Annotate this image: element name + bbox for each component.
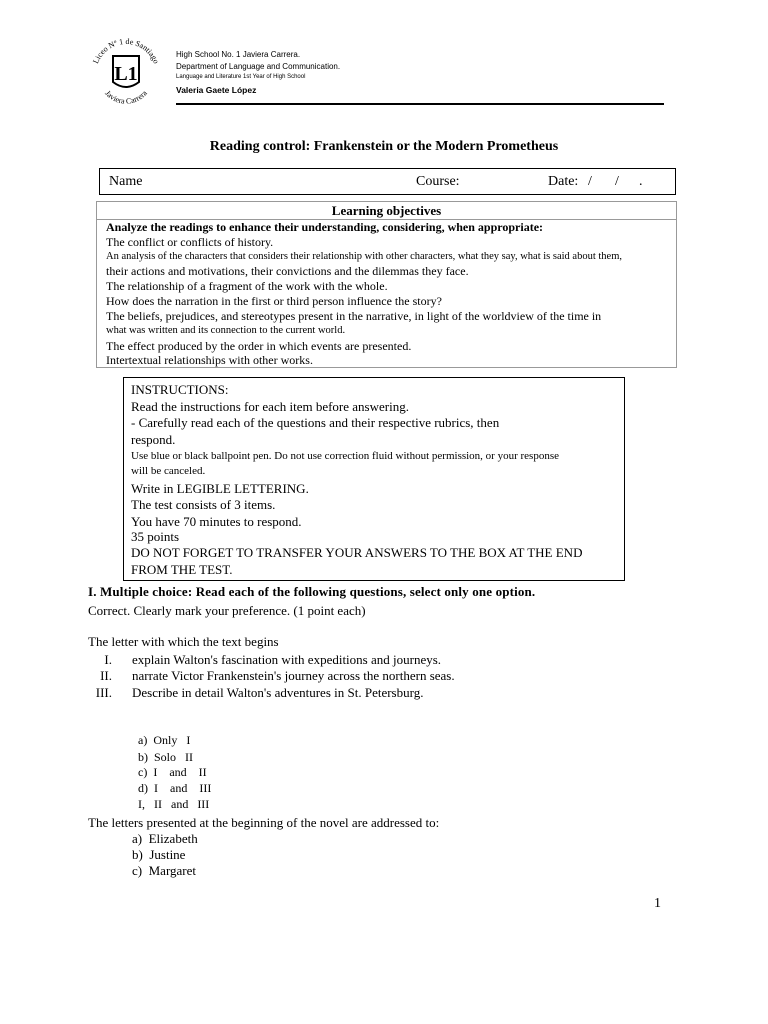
instruction-line: respond. — [131, 432, 176, 447]
objectives-intro: Analyze the readings to enhance their understanding, considering, when appropriate: — [106, 220, 544, 234]
objective-item: The conflict or conflicts of history. — [106, 235, 274, 249]
statement-text: narrate Victor Frankenstein's journey across the northern seas. — [132, 668, 455, 683]
option-a[interactable] — [132, 831, 198, 846]
statement-row — [88, 668, 508, 684]
logo-arc-bottom-text: Javiera Carrera — [103, 88, 149, 106]
statement-row — [88, 652, 488, 668]
date-end: . — [639, 174, 643, 189]
instructions-box — [123, 377, 625, 581]
option-text: Justine — [149, 847, 186, 862]
instruction-line: Use blue or black ballpoint pen. Do not use correction fluid without permission, or your response — [131, 450, 559, 462]
statement-number: II. — [100, 668, 112, 683]
header-course: Language and Literature 1st Year of High School — [176, 74, 306, 80]
school-logo — [86, 32, 166, 112]
logo-arc-top-text: Liceo Nº 1 de Santiago — [91, 36, 161, 65]
instruction-line: You have 70 minutes to respond. — [131, 514, 302, 529]
option-text: I and III — [154, 781, 212, 795]
course-label: Course: — [416, 174, 460, 189]
header-school-name: High School No. 1 Javiera Carrera. — [176, 50, 301, 59]
option-b[interactable] — [132, 847, 185, 862]
date-separator-1: / — [588, 174, 592, 189]
student-info-box — [99, 168, 676, 195]
header-teacher: Valeria Gaete López — [176, 85, 257, 95]
instruction-line: - Carefully read each of the questions and their respective rubrics, then — [131, 415, 500, 430]
objective-item: An analysis of the characters that considers their relationship with other characters, what they say, what is said about them, — [106, 251, 622, 262]
section-subheading: Correct. Clearly mark your preference. (1 point each) — [88, 603, 366, 618]
learning-objectives-title: Learning objectives — [97, 202, 676, 220]
instruction-line: The test consists of 3 items. — [131, 497, 276, 512]
option-letter: b) — [132, 847, 143, 862]
objective-item: Intertextual relationships with other works. — [106, 353, 313, 367]
instruction-line: 35 points — [131, 529, 180, 544]
instruction-line: FROM THE TEST. — [131, 562, 233, 577]
option-c[interactable] — [132, 863, 196, 878]
option-text: Only I — [153, 733, 191, 747]
option-text: Solo II — [154, 750, 193, 764]
objective-item: The effect produced by the order in which events are presented. — [106, 339, 412, 353]
statement-row — [88, 685, 508, 701]
objective-item: their actions and motivations, their convictions and the dilemmas they face. — [106, 264, 469, 278]
option-text: I and II — [153, 765, 207, 779]
instructions-heading: INSTRUCTIONS: — [131, 382, 229, 397]
statement-number: I. — [104, 652, 112, 667]
option-e[interactable] — [132, 781, 212, 812]
date-label: Date: — [548, 174, 579, 189]
name-label: Name — [109, 174, 143, 189]
instruction-line: will be canceled. — [131, 465, 206, 477]
option-letter: c) — [132, 863, 143, 878]
header-department: Department of Language and Communication. — [176, 62, 341, 71]
learning-objectives-box — [96, 201, 677, 368]
statement-text: Describe in detail Walton's adventures in St. Petersburg. — [132, 685, 424, 700]
option-letter: a) — [132, 831, 143, 846]
instruction-line: Write in LEGIBLE LETTERING. — [131, 481, 309, 496]
option-text: Elizabeth — [148, 831, 198, 846]
page-number: 1 — [654, 896, 661, 911]
option-text: Margaret — [148, 863, 197, 878]
objective-item: How does the narration in the first or third person influence the story? — [106, 294, 442, 308]
option-letter: c) — [138, 765, 148, 779]
statement-number: III. — [95, 685, 112, 700]
objective-item: what was written and its connection to the current world. — [106, 325, 346, 336]
svg-text:Javiera Carrera — [103, 88, 149, 105]
instruction-line: Read the instructions for each item before answering. — [131, 399, 409, 414]
header-divider — [176, 103, 664, 105]
question-2-stem: The letters presented at the beginning of the novel are addressed to: — [88, 815, 440, 830]
objective-item: The relationship of a fragment of the work with the whole. — [106, 279, 388, 293]
option-text: I, II and III — [138, 797, 210, 811]
logo-mark: L1 — [114, 63, 138, 85]
page-title: Reading control: Frankenstein or the Modern Prometheus — [209, 139, 559, 154]
option-letter: b) — [138, 750, 148, 764]
date-separator-2: / — [615, 174, 619, 189]
statement-text: explain Walton's fascination with expeditions and journeys. — [132, 652, 442, 667]
objective-item: The beliefs, prejudices, and stereotypes present in the narrative, in light of the worldview of the time in — [106, 309, 602, 323]
section-heading: I. Multiple choice: Read each of the following questions, select only one option. — [88, 584, 536, 599]
option-letter: a) — [138, 733, 148, 747]
question-1-stem: The letter with which the text begins — [88, 634, 279, 649]
instruction-line: DO NOT FORGET TO TRANSFER YOUR ANSWERS TO THE BOX AT THE END — [131, 545, 583, 560]
option-letter: d) — [138, 781, 148, 795]
